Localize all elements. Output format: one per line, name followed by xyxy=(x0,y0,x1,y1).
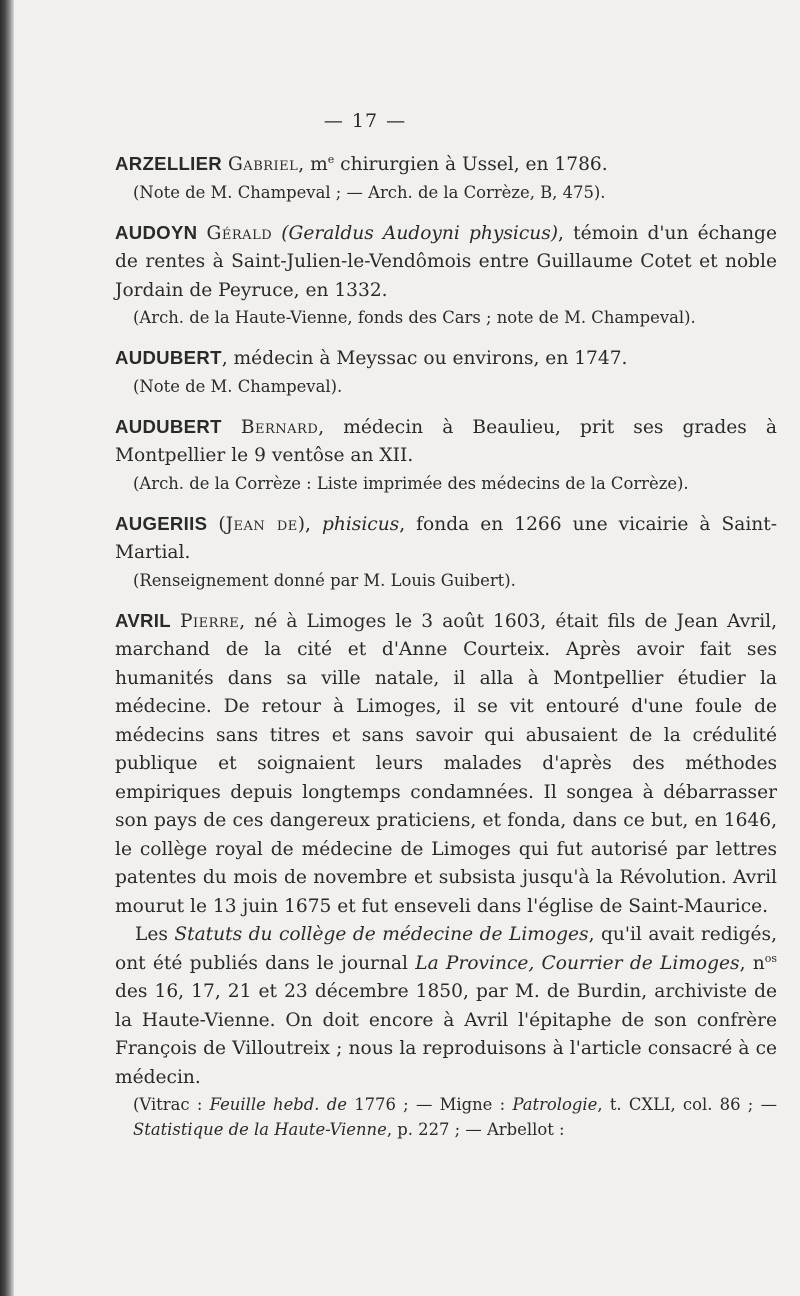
entry-avril xyxy=(115,607,777,1143)
entry-text: AUDUBERT Bernard, médecin à Beaulieu, prit ses grades à Montpellier le 9 ventôse an XII. xyxy=(115,415,777,466)
entry-text: AUDOYN Gérald (Geraldus Audoyni physicus), témoin d'un échange de rentes à Saint-Julien-le-Vendômois entre Guillaume Cotet et noble Jordain de Peyruce, en 1332. xyxy=(115,221,777,301)
entry-arzellier xyxy=(115,150,777,205)
page-number: — 17 — xyxy=(323,110,407,132)
entry-text: AUDUBERT, médecin à Meyssac ou environs, en 1747. xyxy=(115,347,628,369)
entry-note: (Renseignement donné par M. Louis Guibert). xyxy=(133,570,516,590)
page-body xyxy=(115,150,777,1156)
book-binding-edge xyxy=(0,0,14,1296)
entry-audubert-bernard xyxy=(115,413,777,496)
entry-note: (Note de M. Champeval). xyxy=(133,376,343,396)
entry-note: (Arch. de la Haute-Vienne, fonds des Cars ; note de M. Champeval). xyxy=(133,308,696,327)
entry-text: AUGERIIS (Jean de), phisicus, fonda en 1266 une vicairie à Saint-Martial. xyxy=(115,512,778,563)
entry-note: (Vitrac : Feuille hebd. de 1776 ; — Migne : Patrologie, t. CXLI, col. 86 ; — Statistique de la Haute-Vienne, p. 227 ; — Arbellot : xyxy=(133,1095,777,1139)
entry-text: ARZELLIER Gabriel, $m^e$ chirurgien à Ussel, en 1786. xyxy=(115,152,608,175)
entry-augeriis xyxy=(115,510,777,593)
entry-note: (Note de M. Champeval ; — Arch. de la Corrèze, B, 475). xyxy=(133,182,606,202)
entry-text: AVRIL Pierre, né à Limoges le 3 août 1603, était fils de Jean Avril, marchand de la cité et d'Anne Courteix. Après avoir fait ses humanités dans sa ville natale, il alla à Montpellier étudier la médecine. De retour à Limoges, il se vit entouré d'une foule de médecins sans titres et sans savoir qui abusaient de la crédulité publique et soignaient leurs malades d'après des méthodes empiriques depuis longtemps condamnées. Il songea à débarrasser son pays de ces dangereux praticiens, et fonda, dans ce but, en 1646, le collège royal de médecine de Limoges qui fut autorisé par lettres patentes du mois de novembre et subsista jusqu'à la Révolution. Avril mourut le 13 juin 1675 et fut enseveli dans l'église de Saint-Maurice. xyxy=(115,609,777,917)
entry-note: (Arch. de la Corrèze : Liste imprimée des médecins de la Corrèze). xyxy=(133,473,689,493)
entry-audubert xyxy=(115,344,777,399)
entry-audoyn xyxy=(115,219,777,331)
entry-paragraph-2: Les Statuts du collège de médecine de Limoges, qu'il avait redigés, ont été publiés dans le journal La Province, Courrier de Limoges, $n^{os}$ des 16, 17, 21 et 23 décembre 1850, par M. de Burdin, archiviste de la Haute-Vienne. On doit encore à Avril l'épitaphe de son confrère François de Villoutreix ; nous la reproduisons à l'article consacré à ce médecin. xyxy=(115,924,778,1088)
